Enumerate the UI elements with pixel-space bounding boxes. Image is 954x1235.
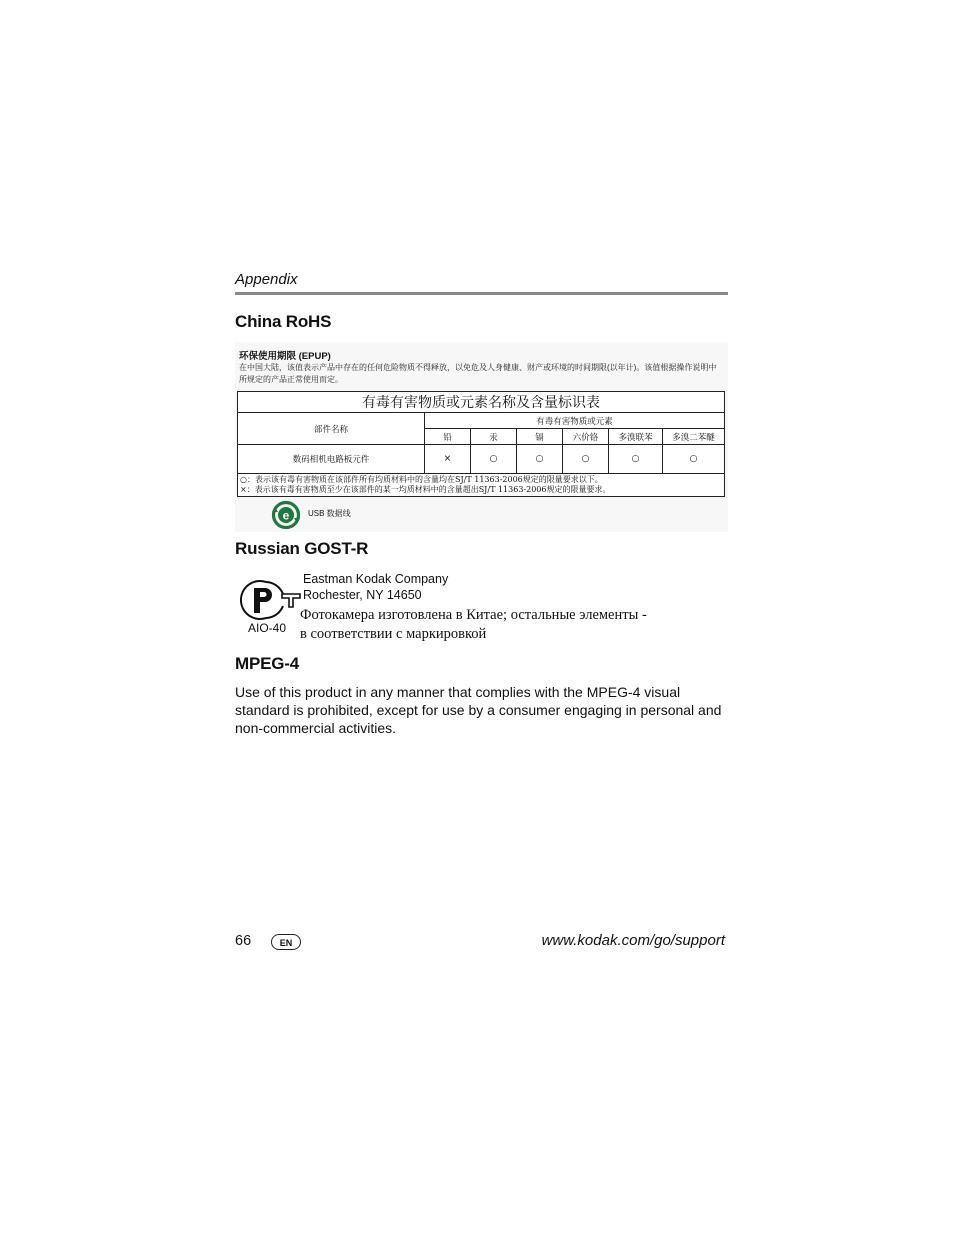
gost-certificate-code: AIO-40 (248, 621, 287, 635)
support-url[interactable]: www.kodak.com/go/support (541, 932, 725, 949)
manufacturer-name: Eastman Kodak Company (303, 572, 449, 586)
russian-origin-statement (300, 606, 720, 644)
substance-value: ○ (517, 445, 563, 474)
substance-header: 多溴二苯醚 (663, 429, 725, 445)
russian-line-1: Фотокамера изготовлена в Китае; остальные элементы - (300, 607, 647, 623)
table-title: 有毒有害物质或元素名称及含量标识表 (238, 392, 725, 413)
epup-title: 环保使用期限 (EPUP) (239, 351, 331, 362)
substance-value: ○ (609, 445, 663, 474)
manufacturer-address: Rochester, NY 14650 (303, 588, 422, 602)
china-rohs-heading: China RoHS (235, 312, 332, 331)
substance-value: × (425, 445, 471, 474)
substance-value: ○ (471, 445, 517, 474)
substance-header: 六价铬 (563, 429, 609, 445)
table-note-1: ○：表示该有毒有害物质在该部件所有均质材料中的含量均在SJ/T 11363-2006规定的限量要求以下。 (240, 475, 603, 484)
usb-cable-label: USB 数据线 (308, 509, 351, 518)
substance-group-header: 有毒有害物质或元素 (425, 413, 725, 429)
mpeg4-notice: Use of this product in any manner that complies with the MPEG-4 visual standard is prohibited, except for use by a consumer engaging in personal and non-commercial activities. (235, 684, 722, 736)
epup-description: 在中国大陆，该值表示产品中存在的任何危险物质不得释放，以免危及人身健康、财产或环境的时间期限(以年计)。该值根据操作说明中所规定的产品正常使用而定。 (239, 363, 717, 384)
substance-header: 铅 (425, 429, 471, 445)
gost-r-certification-icon (240, 576, 302, 622)
russian-line-2: в соответствии с маркировкой (300, 626, 487, 642)
hazardous-substance-table (237, 391, 725, 497)
part-name-header: 部件名称 (238, 413, 425, 445)
substance-header: 镉 (517, 429, 563, 445)
language-badge: EN (271, 934, 301, 950)
page-number: 66 (235, 933, 252, 949)
component-row-label: 数码相机电路板元件 (238, 445, 425, 474)
svg-text:e: e (282, 508, 290, 523)
running-header: Appendix (235, 271, 298, 288)
substance-header: 多溴联苯 (609, 429, 663, 445)
header-rule (235, 292, 728, 295)
substance-value: ○ (563, 445, 609, 474)
substance-value: ○ (663, 445, 725, 474)
epup-recycle-icon (270, 500, 302, 530)
table-notes (238, 474, 725, 497)
substance-header: 汞 (471, 429, 517, 445)
table-note-2: ×：表示该有毒有害物质至少在该部件的某一均质材料中的含量超出SJ/T 11363-2006规定的限量要求。 (240, 485, 611, 494)
russian-gost-heading: Russian GOST-R (235, 539, 369, 558)
mpeg4-heading: MPEG-4 (235, 654, 299, 673)
